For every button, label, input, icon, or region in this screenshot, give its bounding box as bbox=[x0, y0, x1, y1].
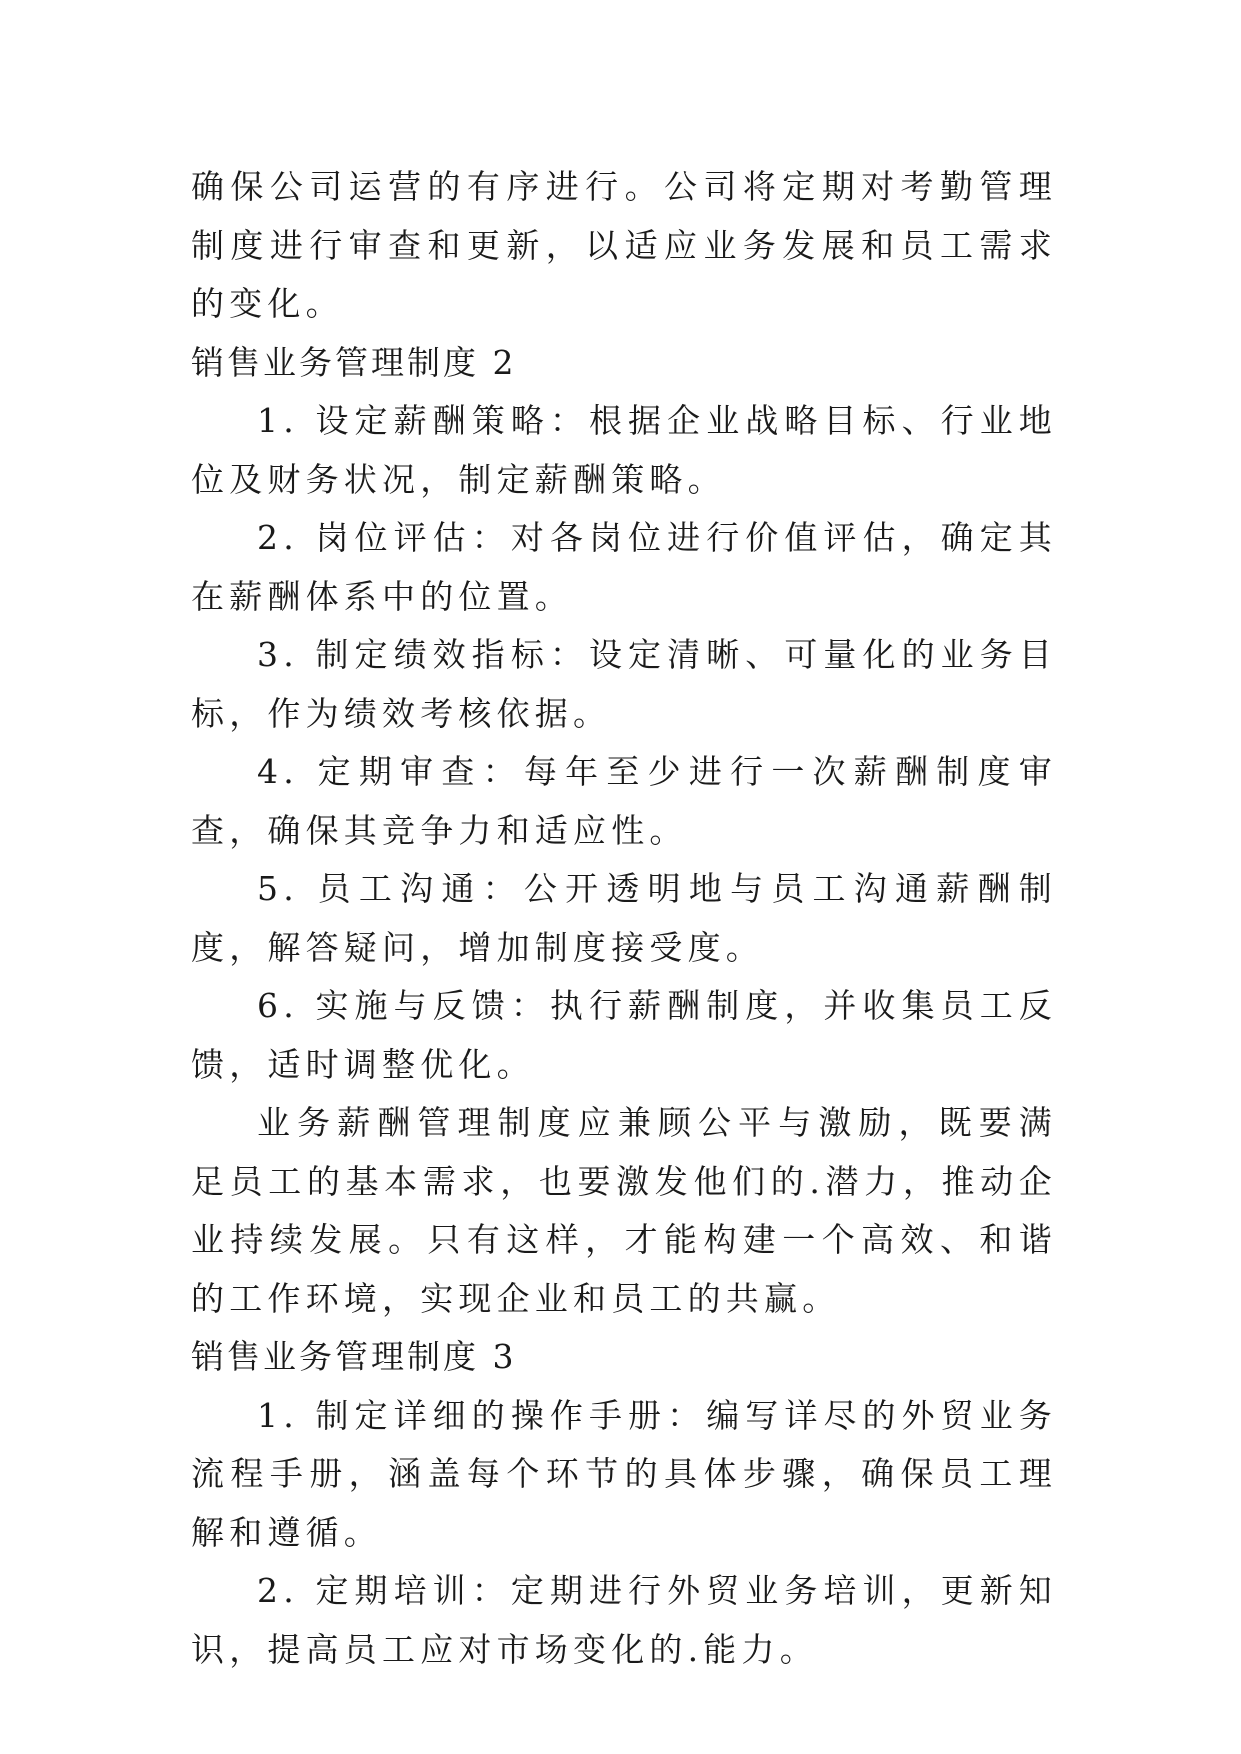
list-item-1: 1. 设定薪酬策略：根据企业战略目标、行业地位及财务状况，制定薪酬策略。 bbox=[191, 401, 1057, 499]
list-item-4: 4. 定期审查：每年至少进行一次薪酬制度审查，确保其竞争力和适应性。 bbox=[191, 752, 1057, 850]
document-body bbox=[191, 158, 1057, 1679]
list-item-3: 3. 制定绩效指标：设定清晰、可量化的业务目标，作为绩效考核依据。 bbox=[191, 635, 1057, 733]
list-item-6: 6. 实施与反馈：执行薪酬制度，并收集员工反馈，适时调整优化。 bbox=[191, 986, 1057, 1084]
list-item-2: 2. 定期培训：定期进行外贸业务培训，更新知识，提高员工应对市场变化的.能力。 bbox=[191, 1571, 1057, 1669]
list-item-1: 1. 制定详细的操作手册：编写详尽的外贸业务流程手册，涵盖每个环节的具体步骤，确保员工理解和遵循。 bbox=[191, 1395, 1057, 1552]
list-item-2: 2. 岗位评估：对各岗位进行价值评估，确定其在薪酬体系中的位置。 bbox=[191, 518, 1057, 616]
list-item-5: 5. 员工沟通：公开透明地与员工沟通薪酬制度，解答疑问，增加制度接受度。 bbox=[191, 869, 1057, 967]
section-heading-2: 销售业务管理制度 2 bbox=[191, 342, 517, 382]
paragraph-continuation: 确保公司运营的有序进行。公司将定期对考勤管理制度进行审查和更新，以适应业务发展和员工需求的变化。 bbox=[191, 167, 1057, 323]
summary-paragraph: 业务薪酬管理制度应兼顾公平与激励，既要满足员工的基本需求，也要激发他们的.潜力，推动企业持续发展。只有这样，才能构建一个高效、和谐的工作环境，实现企业和员工的共赢。 bbox=[191, 1103, 1057, 1318]
section-heading-3: 销售业务管理制度 3 bbox=[191, 1337, 517, 1376]
